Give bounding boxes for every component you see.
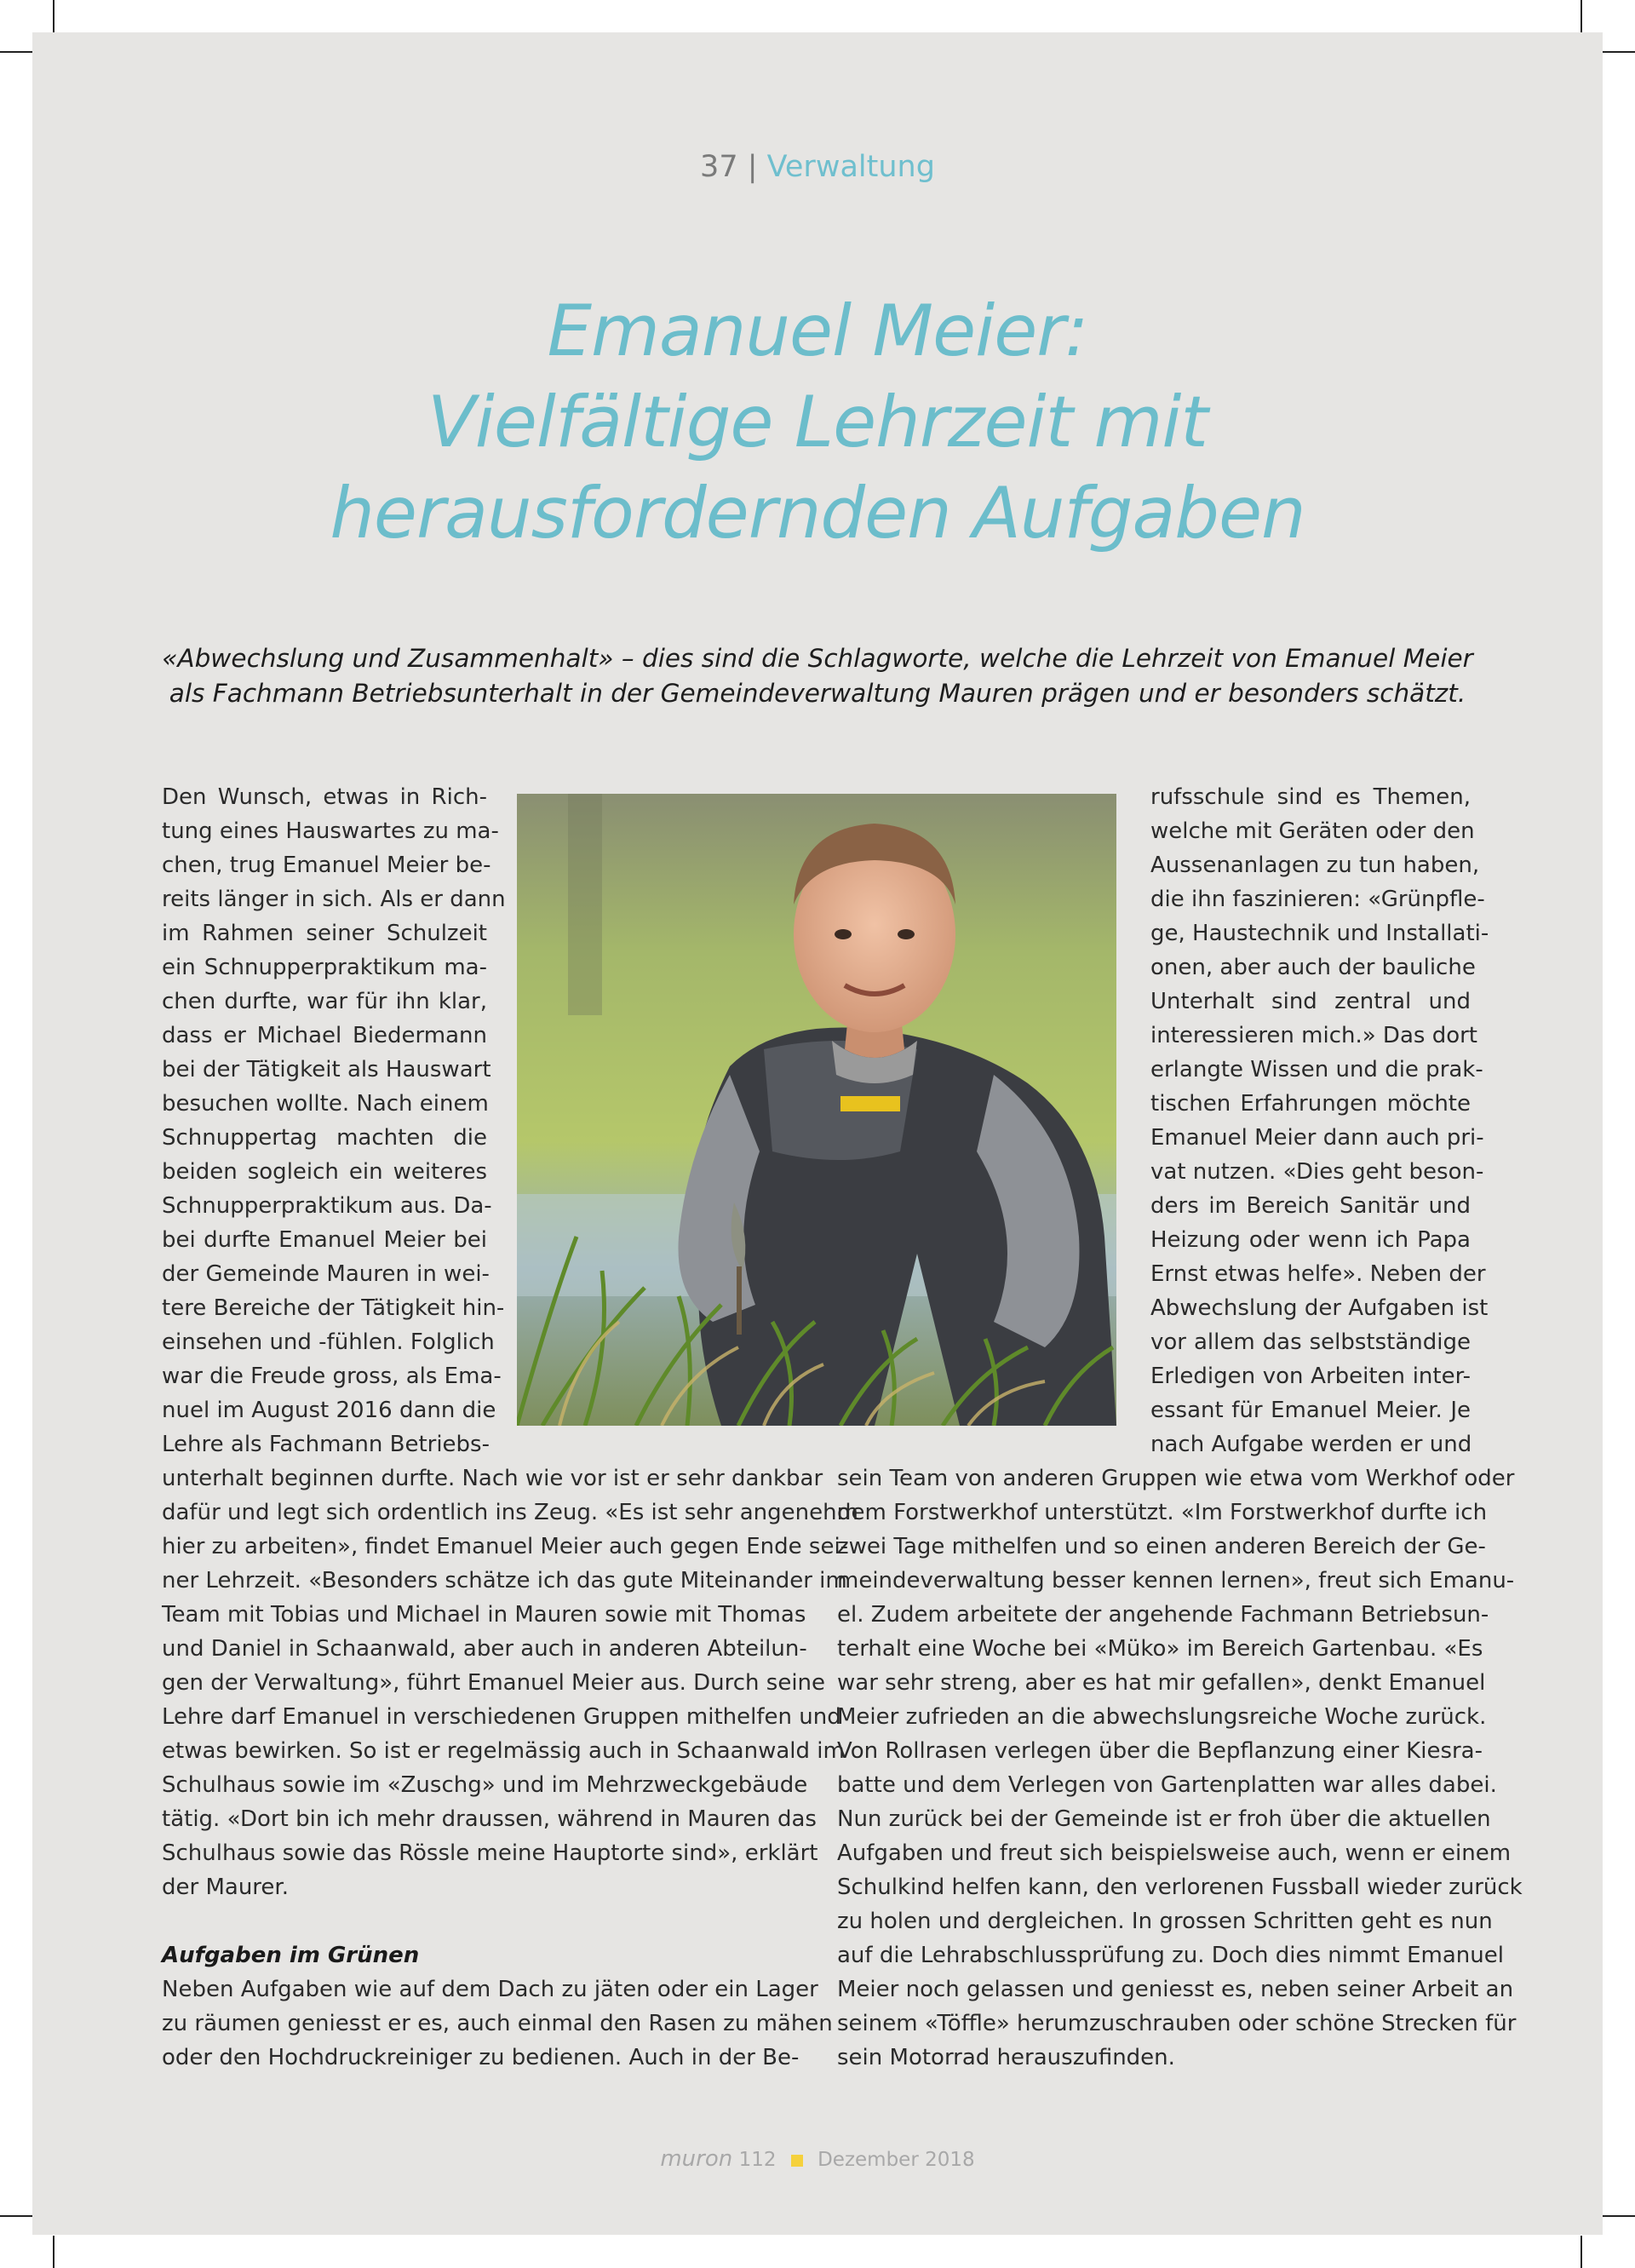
column-right-narrow (1150, 780, 1489, 1461)
text-line: nach Aufgabe werden er und (1150, 1432, 1472, 1457)
text-line: Schnupperpraktikum aus. Da- (162, 1193, 492, 1219)
subheading: Aufgaben im Grünen (162, 1943, 420, 1968)
page-header (0, 146, 1635, 187)
trim-mark (0, 2215, 32, 2217)
text-line: meindeverwaltung besser kennen lernen», freut sich Emanu- (837, 1568, 1515, 1593)
text-line: erlangte Wissen und die prak- (1150, 1057, 1483, 1082)
trim-mark (1580, 2236, 1582, 2268)
text-line: die ihn faszinieren: «Grünpfle- (1150, 887, 1485, 912)
text-line: Heizung oder wenn ich Papa (1150, 1227, 1471, 1253)
text-line: ein Schnupperpraktikum ma- (162, 955, 487, 980)
text-line: Nun zurück bei der Gemeinde ist er froh über die aktuellen (837, 1806, 1491, 1832)
title-line: herausfordernden Aufgaben (330, 472, 1305, 554)
column-left-wide (162, 1461, 858, 2075)
text-line: zwei Tage mithelfen und so einen anderen Bereich der Ge- (837, 1534, 1486, 1559)
text-line: Den Wunsch, etwas in Rich- (162, 784, 487, 810)
text-line: seinem «Töffle» herumzuschrauben oder schöne Strecken für (837, 2011, 1517, 2036)
text-line: und Daniel in Schaanwald, aber auch in anderen Abteilun- (162, 1636, 807, 1662)
footer-dot-icon (791, 2155, 803, 2167)
text-line: bei durfte Emanuel Meier bei (162, 1227, 487, 1253)
text-line: Schulkind helfen kann, den verlorenen Fussball wieder zurück (837, 1875, 1523, 1900)
text-line: Lehre darf Emanuel in verschiedenen Gruppen mithelfen und (162, 1704, 841, 1730)
text-line: Schnuppertag machten die (162, 1125, 487, 1151)
text-line: oder den Hochdruckreiniger zu bedienen. Auch in der Be- (162, 2045, 800, 2070)
text-line: Team mit Tobias und Michael in Mauren sowie mit Thomas (162, 1602, 806, 1628)
text-line: Meier zufrieden an die abwechslungsreiche Woche zurück. (837, 1704, 1487, 1730)
page-footer (0, 2146, 1635, 2172)
column-right-wide (837, 1461, 1523, 2075)
trim-mark (0, 51, 32, 53)
text-line: war sehr streng, aber es hat mir gefallen», denkt Emanuel (837, 1670, 1486, 1696)
article-lead (128, 641, 1507, 711)
text-line: zu holen und dergleichen. In grossen Schritten geht es nun (837, 1909, 1493, 1934)
text-line: gen der Verwaltung», führt Emanuel Meier aus. Durch seine (162, 1670, 826, 1696)
text-line: Aussenanlagen zu tun haben, (1150, 853, 1480, 878)
text-line: Erledigen von Arbeiten inter- (1150, 1364, 1471, 1389)
text-line: tätig. «Dort bin ich mehr draussen, während in Mauren das (162, 1806, 817, 1832)
text-line: sein Team von anderen Gruppen wie etwa vom Werkhof oder (837, 1466, 1515, 1491)
text-line: Lehre als Fachmann Betriebs- (162, 1432, 490, 1457)
text-line: essant für Emanuel Meier. Je (1150, 1398, 1471, 1423)
text-line: dem Forstwerkhof unterstützt. «Im Forstwerkhof durfte ich (837, 1500, 1488, 1525)
text-line: besuchen wollte. Nach einem (162, 1091, 489, 1117)
text-line: Unterhalt sind zentral und (1150, 989, 1471, 1014)
text-line: Emanuel Meier dann auch pri- (1150, 1125, 1484, 1151)
text-line: sein Motorrad herauszufinden. (837, 2045, 1175, 2070)
text-line: welche mit Geräten oder den (1150, 818, 1475, 844)
text-line: ders im Bereich Sanitär und (1150, 1193, 1471, 1219)
text-line: im Rahmen seiner Schulzeit (162, 921, 487, 946)
lead-line: als Fachmann Betriebsunterhalt in der Gemeindeverwaltung Mauren prägen und er besonders schätzt. (169, 679, 1466, 708)
text-line: el. Zudem arbeitete der angehende Fachmann Betriebsun- (837, 1602, 1489, 1628)
text-line: chen durfte, war für ihn klar, (162, 989, 487, 1014)
text-line: interessieren mich.» Das dort (1150, 1023, 1477, 1048)
text-line: reits länger in sich. Als er dann (162, 887, 506, 912)
trim-mark (53, 2236, 54, 2268)
text-line: dass er Michael Biedermann (162, 1023, 487, 1048)
text-line: terhalt eine Woche bei «Müko» im Bereich Gartenbau. «Es (837, 1636, 1483, 1662)
text-line: Neben Aufgaben wie auf dem Dach zu jäten oder ein Lager (162, 1977, 818, 2002)
section-name: Verwaltung (766, 150, 935, 184)
footer-date: Dezember 2018 (818, 2149, 975, 2171)
text-line: nuel im August 2016 dann die (162, 1398, 496, 1423)
text-line: batte und dem Verlegen von Gartenplatten war alles dabei. (837, 1772, 1497, 1798)
page-number: 37 (700, 150, 738, 184)
lead-line: «Abwechslung und Zusammenhalt» – dies sind die Schlagworte, welche die Lehrzeit von Emanuel Meier (162, 644, 1473, 673)
text-line: hier zu arbeiten», findet Emanuel Meier auch gegen Ende sei- (162, 1534, 849, 1559)
text-line: unterhalt beginnen durfte. Nach wie vor ist er sehr dankbar (162, 1466, 823, 1491)
text-line: Ernst etwas helfe». Neben der (1150, 1261, 1486, 1287)
trim-mark (53, 0, 54, 32)
text-line: einsehen und -fühlen. Folglich (162, 1329, 495, 1355)
paragraph-gap (162, 1904, 796, 1938)
text-line: der Gemeinde Mauren in wei- (162, 1261, 490, 1287)
text-line: bei der Tätigkeit als Hauswart (162, 1057, 491, 1082)
text-line: vat nutzen. «Dies geht beson- (1150, 1159, 1484, 1185)
text-line: dafür und legt sich ordentlich ins Zeug. «Es ist sehr angenehm (162, 1500, 858, 1525)
text-line: chen, trug Emanuel Meier be- (162, 853, 491, 878)
title-line: Emanuel Meier: (547, 290, 1088, 372)
text-line: beiden sogleich ein weiteres (162, 1159, 487, 1185)
text-line: tere Bereiche der Tätigkeit hin- (162, 1295, 505, 1321)
header-separator: | (747, 150, 758, 184)
text-line: vor allem das selbstständige (1150, 1329, 1471, 1355)
text-line: der Maurer. (162, 1875, 289, 1900)
text-line: ge, Haustechnik und Installati- (1150, 921, 1489, 946)
text-line: Schulhaus sowie das Rössle meine Hauptorte sind», erklärt (162, 1840, 818, 1866)
footer-brand: muron (660, 2146, 733, 2172)
text-line: tischen Erfahrungen möchte (1150, 1091, 1471, 1117)
trim-mark (1580, 0, 1582, 32)
text-line: etwas bewirken. So ist er regelmässig auch in Schaanwald im (162, 1738, 845, 1764)
text-line: tung eines Hauswartes zu ma- (162, 818, 499, 844)
text-line: war die Freude gross, als Ema- (162, 1364, 502, 1389)
text-line: onen, aber auch der bauliche (1150, 955, 1476, 980)
article-title (0, 285, 1635, 559)
text-line: ner Lehrzeit. «Besonders schätze ich das gute Miteinander im (162, 1568, 847, 1593)
title-line: Vielfältige Lehrzeit mit (427, 381, 1208, 463)
text-line: rufsschule sind es Themen, (1150, 784, 1471, 810)
trim-mark (1603, 51, 1635, 53)
text-line: Abwechslung der Aufgaben ist (1150, 1295, 1489, 1321)
footer-issue: 112 (738, 2149, 777, 2171)
text-line: Meier noch gelassen und geniesst es, neben seiner Arbeit an (837, 1977, 1514, 2002)
text-line: Von Rollrasen verlegen über die Bepflanzung einer Kiesra- (837, 1738, 1483, 1764)
trim-mark (1603, 2215, 1635, 2217)
text-line: Aufgaben und freut sich beispielsweise auch, wenn er einem (837, 1840, 1512, 1866)
text-line: zu räumen geniesst er es, auch einmal den Rasen zu mähen (162, 2011, 833, 2036)
text-line: auf die Lehrabschlussprüfung zu. Doch dies nimmt Emanuel (837, 1943, 1504, 1968)
text-line: Schulhaus sowie im «Zuschg» und im Mehrzweckgebäude (162, 1772, 808, 1798)
article-photo (517, 794, 1116, 1426)
column-left-narrow (162, 780, 506, 1461)
photo-illustration (517, 794, 1116, 1426)
